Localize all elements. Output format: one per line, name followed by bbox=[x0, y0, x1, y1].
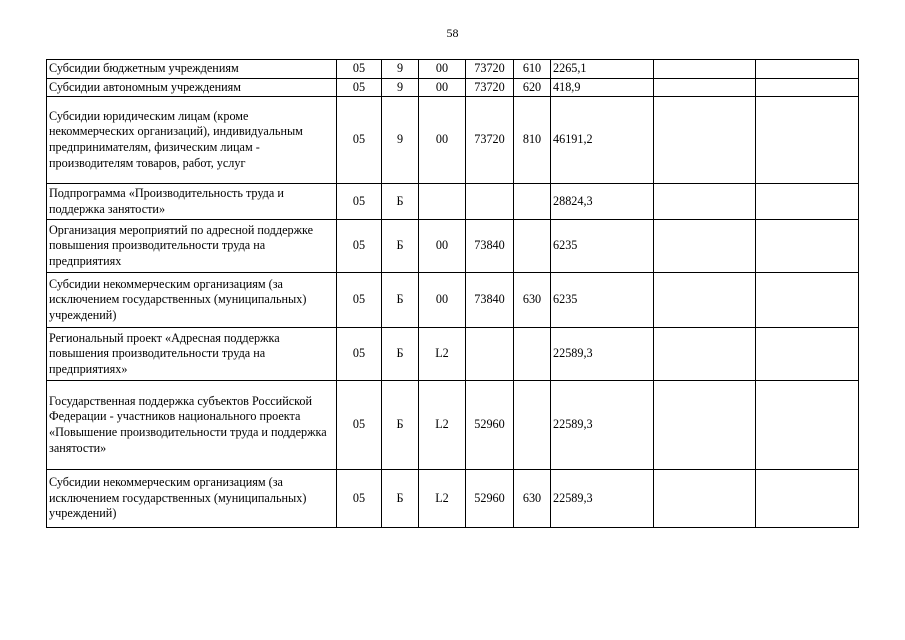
subprogram-code: L2 bbox=[419, 381, 466, 470]
expense-type-code: 620 bbox=[514, 79, 551, 97]
empty-cell bbox=[654, 381, 756, 470]
page-number: 58 bbox=[446, 26, 459, 40]
subprogram-code: 00 bbox=[419, 79, 466, 97]
empty-cell bbox=[756, 470, 859, 528]
row-name: Субсидии юридическим лицам (кроме некоммерческих организаций), индивидуальным предпринимателям, физическим лицам - производителям товаров, работ, услуг bbox=[47, 97, 337, 184]
table-row bbox=[47, 470, 859, 528]
direction-code: 73840 bbox=[466, 220, 514, 273]
direction-code: 52960 bbox=[466, 470, 514, 528]
amount-cell: 6235 bbox=[551, 273, 654, 328]
subprogram-code: 00 bbox=[419, 60, 466, 79]
amount-cell: 6235 bbox=[551, 220, 654, 273]
table-row bbox=[47, 328, 859, 381]
empty-cell bbox=[756, 328, 859, 381]
section-code: 05 bbox=[337, 60, 382, 79]
empty-cell bbox=[654, 97, 756, 184]
table-row bbox=[47, 220, 859, 273]
program-code: Б bbox=[382, 328, 419, 381]
direction-code: 52960 bbox=[466, 381, 514, 470]
empty-cell bbox=[654, 273, 756, 328]
row-name: Субсидии автономным учреждениям bbox=[47, 79, 337, 97]
section-code: 05 bbox=[337, 328, 382, 381]
section-code: 05 bbox=[337, 79, 382, 97]
amount-cell: 22589,3 bbox=[551, 328, 654, 381]
direction-code: 73840 bbox=[466, 273, 514, 328]
row-name: Государственная поддержка субъектов Российской Федерации - участников национального проекта «Повышение производительности труда и поддержка занятости» bbox=[47, 381, 337, 470]
subprogram-code: 00 bbox=[419, 220, 466, 273]
subprogram-code bbox=[419, 184, 466, 220]
amount-cell: 22589,3 bbox=[551, 470, 654, 528]
expense-type-code bbox=[514, 381, 551, 470]
empty-cell bbox=[654, 60, 756, 79]
table-row bbox=[47, 381, 859, 470]
row-name: Организация мероприятий по адресной поддержке повышения производительности труда на предприятиях bbox=[47, 220, 337, 273]
program-code: Б bbox=[382, 273, 419, 328]
empty-cell bbox=[756, 184, 859, 220]
row-name: Субсидии некоммерческим организациям (за исключением государственных (муниципальных) учреждений) bbox=[47, 470, 337, 528]
subprogram-code: L2 bbox=[419, 328, 466, 381]
amount-cell: 2265,1 bbox=[551, 60, 654, 79]
expense-type-code bbox=[514, 328, 551, 381]
subprogram-code: L2 bbox=[419, 470, 466, 528]
table-row bbox=[47, 97, 859, 184]
program-code: Б bbox=[382, 220, 419, 273]
section-code: 05 bbox=[337, 220, 382, 273]
empty-cell bbox=[654, 79, 756, 97]
table-row bbox=[47, 60, 859, 79]
direction-code: 73720 bbox=[466, 60, 514, 79]
row-name: Подпрограмма «Производительность труда и поддержка занятости» bbox=[47, 184, 337, 220]
direction-code bbox=[466, 184, 514, 220]
expense-type-code: 630 bbox=[514, 470, 551, 528]
empty-cell bbox=[756, 273, 859, 328]
section-code: 05 bbox=[337, 97, 382, 184]
budget-table bbox=[46, 59, 859, 528]
empty-cell bbox=[654, 220, 756, 273]
expense-type-code bbox=[514, 184, 551, 220]
table-row bbox=[47, 273, 859, 328]
program-code: Б bbox=[382, 184, 419, 220]
expense-type-code: 810 bbox=[514, 97, 551, 184]
direction-code: 73720 bbox=[466, 97, 514, 184]
empty-cell bbox=[654, 184, 756, 220]
subprogram-code: 00 bbox=[419, 97, 466, 184]
direction-code: 73720 bbox=[466, 79, 514, 97]
expense-type-code bbox=[514, 220, 551, 273]
section-code: 05 bbox=[337, 273, 382, 328]
subprogram-code: 00 bbox=[419, 273, 466, 328]
empty-cell bbox=[756, 381, 859, 470]
program-code: 9 bbox=[382, 60, 419, 79]
section-code: 05 bbox=[337, 470, 382, 528]
empty-cell bbox=[756, 60, 859, 79]
section-code: 05 bbox=[337, 381, 382, 470]
amount-cell: 28824,3 bbox=[551, 184, 654, 220]
program-code: Б bbox=[382, 381, 419, 470]
empty-cell bbox=[654, 328, 756, 381]
amount-cell: 22589,3 bbox=[551, 381, 654, 470]
expense-type-code: 630 bbox=[514, 273, 551, 328]
row-name: Региональный проект «Адресная поддержка повышения производительности труда на предприятиях» bbox=[47, 328, 337, 381]
section-code: 05 bbox=[337, 184, 382, 220]
amount-cell: 418,9 bbox=[551, 79, 654, 97]
table-row bbox=[47, 184, 859, 220]
expense-type-code: 610 bbox=[514, 60, 551, 79]
direction-code bbox=[466, 328, 514, 381]
program-code: 9 bbox=[382, 79, 419, 97]
empty-cell bbox=[654, 470, 756, 528]
row-name: Субсидии некоммерческим организациям (за исключением государственных (муниципальных) учреждений) bbox=[47, 273, 337, 328]
empty-cell bbox=[756, 220, 859, 273]
empty-cell bbox=[756, 97, 859, 184]
table-row bbox=[47, 79, 859, 97]
program-code: Б bbox=[382, 470, 419, 528]
row-name: Субсидии бюджетным учреждениям bbox=[47, 60, 337, 79]
amount-cell: 46191,2 bbox=[551, 97, 654, 184]
empty-cell bbox=[756, 79, 859, 97]
program-code: 9 bbox=[382, 97, 419, 184]
